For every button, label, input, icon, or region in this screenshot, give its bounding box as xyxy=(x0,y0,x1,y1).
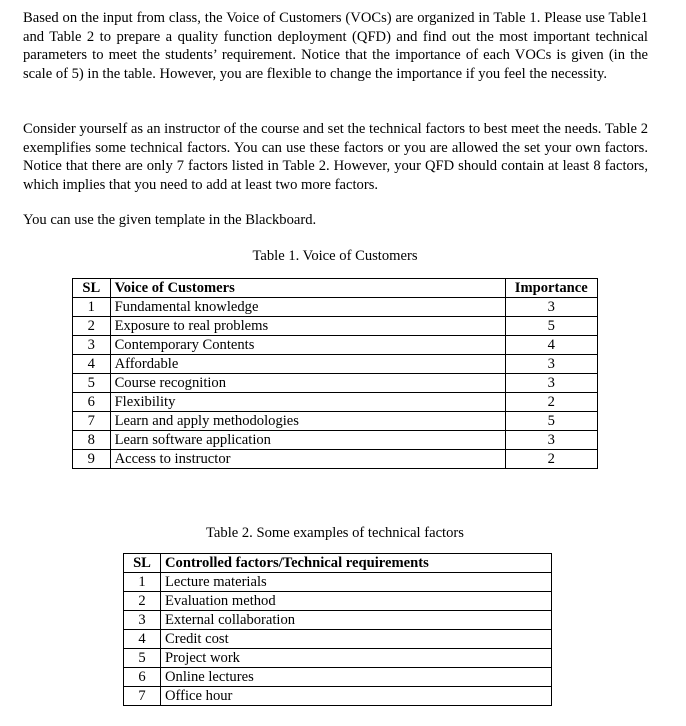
importance-cell: 5 xyxy=(505,412,597,431)
sl-header: SL xyxy=(73,279,111,298)
voc-cell: Fundamental knowledge xyxy=(110,298,505,317)
voc-cell: Flexibility xyxy=(110,393,505,412)
instructions-paragraph-1: Based on the input from class, the Voice of Customers (VOCs) are organized in Table 1. Please use Table1 and Table 2 to prepare a quality function deployment (QFD) and find out the most important technical parameters to meet the students’ requirement. Notice that the importance of each VOCs is given (in the scale of 5) in the table. However, you are flexible to change the importance if you feel the necessity. xyxy=(23,10,648,82)
sl-header: SL xyxy=(124,554,161,573)
table-row xyxy=(124,668,552,687)
table-row xyxy=(124,611,552,630)
sl-cell: 7 xyxy=(124,687,161,706)
table1-caption: Table 1. Voice of Customers xyxy=(252,248,418,264)
factor-cell: Online lectures xyxy=(161,668,552,687)
sl-cell: 6 xyxy=(124,668,161,687)
factor-cell: Project work xyxy=(161,649,552,668)
table-row xyxy=(124,687,552,706)
table-row xyxy=(124,573,552,592)
sl-cell: 3 xyxy=(124,611,161,630)
technical-factors-table xyxy=(123,553,552,706)
sl-cell: 2 xyxy=(124,592,161,611)
importance-cell: 5 xyxy=(505,317,597,336)
instructions-paragraph-3: You can use the given template in the Blackboard. xyxy=(23,212,317,228)
table-row xyxy=(73,374,598,393)
table-row xyxy=(73,450,598,469)
voc-cell: Learn software application xyxy=(110,431,505,450)
sl-cell: 5 xyxy=(124,649,161,668)
factor-cell: Credit cost xyxy=(161,630,552,649)
table-row xyxy=(124,592,552,611)
importance-cell: 3 xyxy=(505,355,597,374)
factor-cell: External collaboration xyxy=(161,611,552,630)
voc-cell: Learn and apply methodologies xyxy=(110,412,505,431)
importance-cell: 3 xyxy=(505,298,597,317)
table-row xyxy=(73,317,598,336)
voc-cell: Course recognition xyxy=(110,374,505,393)
sl-cell: 6 xyxy=(73,393,111,412)
sl-cell: 3 xyxy=(73,336,111,355)
voice-of-customers-table xyxy=(72,278,598,469)
factor-header: Controlled factors/Technical requirements xyxy=(161,554,552,573)
table-header-row xyxy=(124,554,552,573)
table-header-row xyxy=(73,279,598,298)
importance-cell: 4 xyxy=(505,336,597,355)
sl-cell: 4 xyxy=(124,630,161,649)
sl-cell: 5 xyxy=(73,374,111,393)
sl-cell: 1 xyxy=(73,298,111,317)
importance-header: Importance xyxy=(505,279,597,298)
factor-cell: Lecture materials xyxy=(161,573,552,592)
table2-caption: Table 2. Some examples of technical factors xyxy=(206,525,464,541)
sl-cell: 9 xyxy=(73,450,111,469)
voc-cell: Contemporary Contents xyxy=(110,336,505,355)
importance-cell: 2 xyxy=(505,450,597,469)
importance-cell: 3 xyxy=(505,374,597,393)
sl-cell: 1 xyxy=(124,573,161,592)
table-row xyxy=(73,431,598,450)
voc-header: Voice of Customers xyxy=(110,279,505,298)
factor-cell: Evaluation method xyxy=(161,592,552,611)
table-row xyxy=(73,412,598,431)
table-row xyxy=(73,355,598,374)
table-row xyxy=(124,630,552,649)
table-row xyxy=(73,336,598,355)
voc-cell: Affordable xyxy=(110,355,505,374)
sl-cell: 4 xyxy=(73,355,111,374)
sl-cell: 2 xyxy=(73,317,111,336)
table-row xyxy=(73,393,598,412)
importance-cell: 2 xyxy=(505,393,597,412)
voc-cell: Exposure to real problems xyxy=(110,317,505,336)
table-row xyxy=(73,298,598,317)
factor-cell: Office hour xyxy=(161,687,552,706)
sl-cell: 8 xyxy=(73,431,111,450)
instructions-paragraph-2: Consider yourself as an instructor of the course and set the technical factors to best meet the needs. Table 2 exemplifies some technical factors. You can use these factors or you are allowed the set your own factors. Notice that there are only 7 factors listed in Table 2. However, your QFD should contain at least 8 factors, which implies that you need to add at least two more factors. xyxy=(23,121,648,193)
table-row xyxy=(124,649,552,668)
sl-cell: 7 xyxy=(73,412,111,431)
importance-cell: 3 xyxy=(505,431,597,450)
voc-cell: Access to instructor xyxy=(110,450,505,469)
